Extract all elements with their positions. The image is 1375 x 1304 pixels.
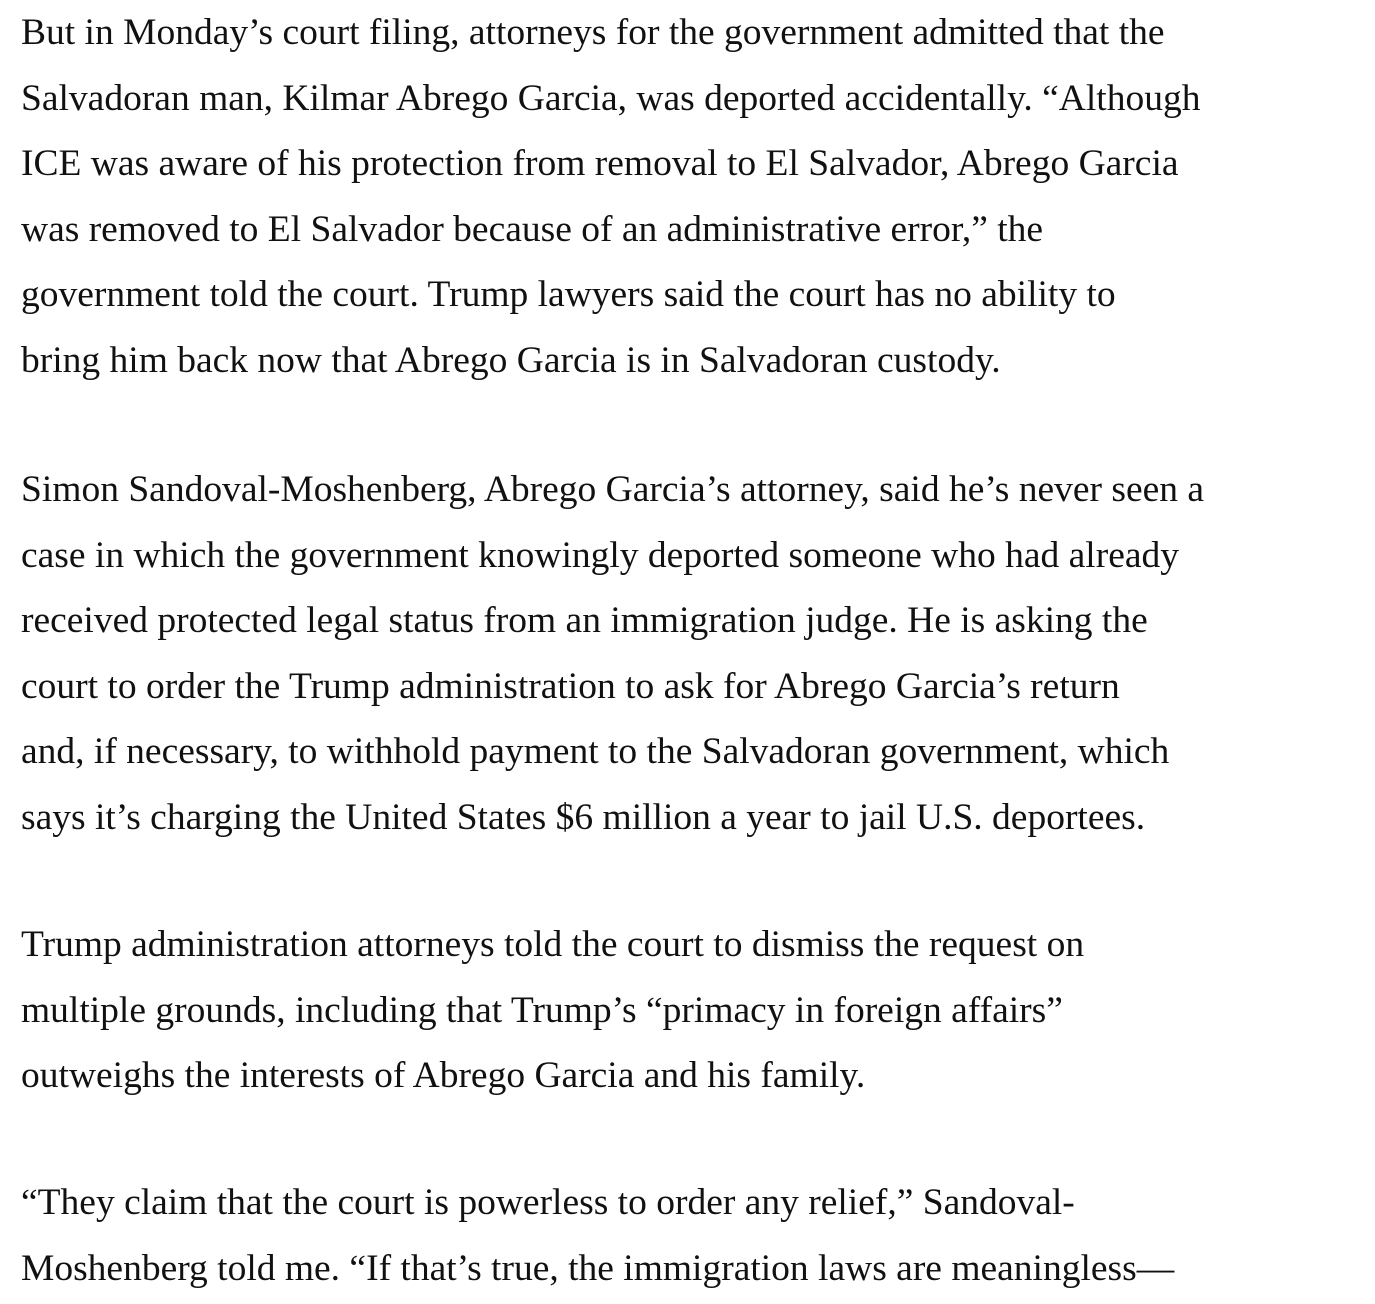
paragraph-quote [21, 1170, 1174, 1301]
text-line: bring him back now that Abrego Garcia is in Salvadoran custody. [21, 339, 1001, 381]
text-line: case in which the government knowingly deported someone who had already [21, 534, 1179, 576]
text-line: says it’s charging the United States $6 million a year to jail U.S. deportees. [21, 796, 1146, 838]
text-line: received protected legal status from an immigration judge. He is asking the [21, 600, 1148, 641]
text-line: court to order the Trump administration to ask for Abrego Garcia’s return [21, 665, 1120, 707]
paragraph-deportation-admission [21, 0, 1200, 393]
paragraph-dismissal-request [21, 912, 1084, 1109]
paragraph-attorney-statement [21, 457, 1204, 850]
text-line: “They claim that the court is powerless to order any relief,” Sandoval- [21, 1182, 1075, 1223]
text-line: Moshenberg told me. “If that’s true, the immigration laws are meaningless— [21, 1247, 1175, 1289]
text-line: multiple grounds, including that Trump’s “primacy in foreign affairs” [21, 989, 1063, 1031]
text-line: ICE was aware of his protection from removal to El Salvador, Abrego Garcia [21, 143, 1179, 184]
text-line: Trump administration attorneys told the court to dismiss the request on [21, 924, 1085, 965]
text-line: Salvadoran man, Kilmar Abrego Garcia, was deported accidentally. “Although [21, 77, 1201, 119]
text-line: outweighs the interests of Abrego Garcia and his family. [21, 1055, 866, 1096]
text-line: was removed to El Salvador because of an administrative error,” the [21, 208, 1044, 250]
text-line: government told the court. Trump lawyers said the court has no ability to [21, 274, 1116, 315]
text-line: and, if necessary, to withhold payment to the Salvadoran government, which [21, 731, 1170, 772]
text-line: But in Monday’s court filing, attorneys for the government admitted that the [21, 12, 1165, 53]
text-line: Simon Sandoval-Moshenberg, Abrego Garcia’s attorney, said he’s never seen a [21, 469, 1205, 510]
